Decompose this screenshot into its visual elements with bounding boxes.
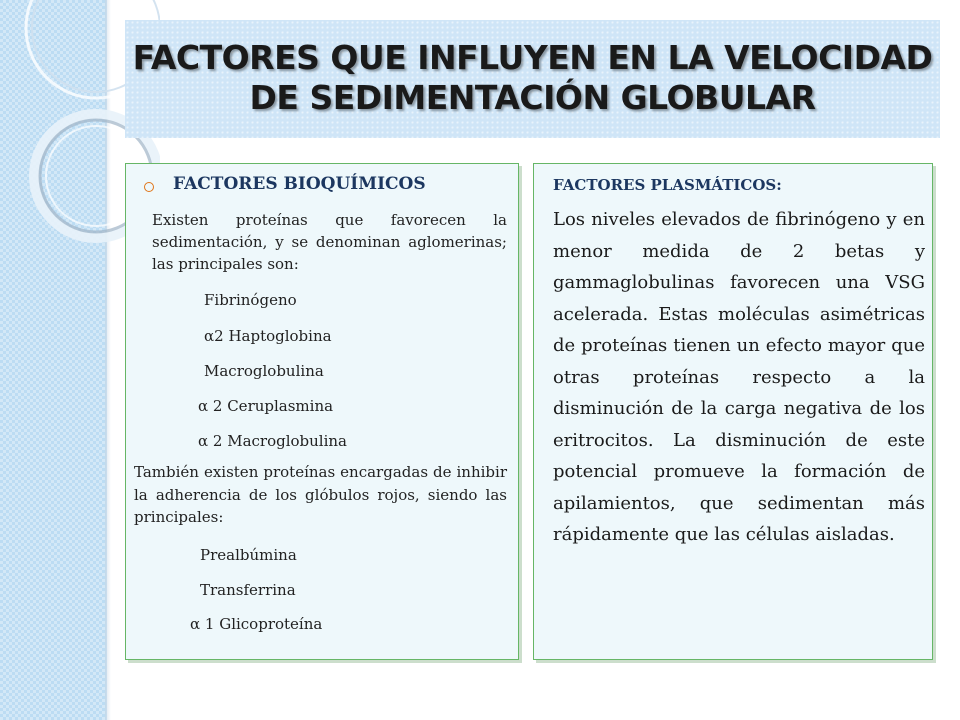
plasma-factors-body: Los niveles elevados de fibrinógeno y en menor medida de 2 betas y gammaglobulinas favorecen una VSG acelerada. Estas moléculas asimétricas de proteínas tienen un efecto mayor que otras proteínas respecto a la disminución de la carga negativa de los eritrocitos. La disminución de este potencial promueve la formación de apilamientos, que sedimentan más rápidamente que las células aisladas. (553, 209, 925, 545)
biochemical-factors-heading: FACTORES BIOQUÍMICOS (173, 174, 426, 194)
inhibitor-proteins-intro: También existen proteínas encargadas de inhibir la adherencia de los glóbulos rojos, siendo las principales: (134, 463, 507, 526)
title-band (125, 20, 940, 138)
list-item: α 2 Macroglobulina (198, 432, 348, 450)
biochemical-factors-panel (125, 163, 519, 660)
page-title: FACTORES QUE INFLUYEN EN LA VELOCIDAD DE SEDIMENTACIÓN GLOBULAR (132, 38, 933, 117)
list-item: Fibrinógeno (204, 291, 297, 309)
list-item: α 2 Ceruplasmina (198, 397, 334, 415)
list-item: Transferrina (200, 581, 296, 599)
list-item: Prealbúmina (200, 546, 297, 564)
list-item: α 1 Glicoproteína (190, 615, 323, 633)
plasma-factors-heading: FACTORES PLASMÁTICOS: (553, 176, 782, 194)
plasma-factors-panel (533, 163, 933, 660)
list-item: α2 Haptoglobina (204, 327, 332, 345)
promoter-proteins-intro: Existen proteínas que favorecen la sedimentación, y se denominan aglomerinas; las principales son: (152, 211, 507, 273)
list-item: Macroglobulina (204, 362, 324, 380)
circle-bullet-icon (144, 182, 154, 192)
